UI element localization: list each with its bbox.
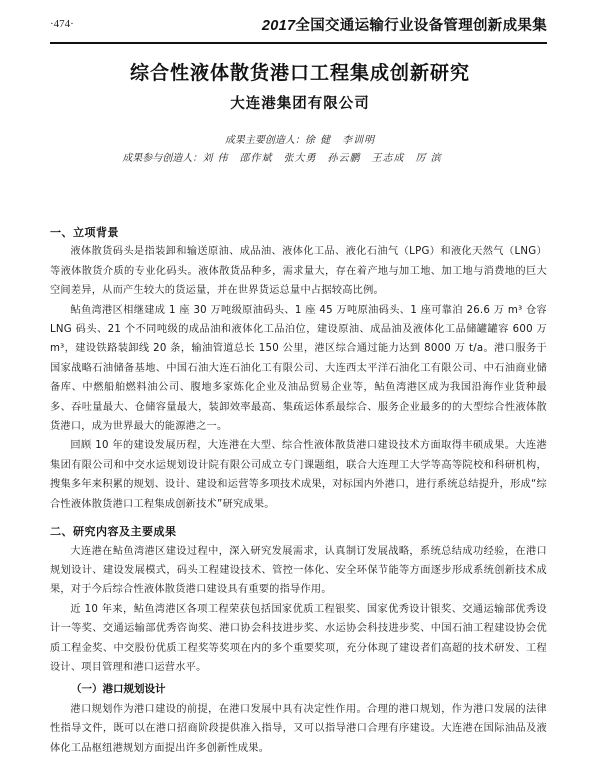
book-title-text: 全国交通运输行业设备管理创新成果集 [295,18,547,34]
article-title: 综合性液体散货港口工程集成创新研究 [129,62,470,84]
page-number: ·474· [50,18,74,30]
paragraph: 液体散货码头是指装卸和输送原油、成品油、液体化工品、液化石油气（LPG）和液化天然气（LNG）等液体散货介质的专业化码头。液体散货品种多，需求量大，存在着产地与加工地、加工地与消费地的巨大空间差异，从而产生较大的货运量，并在世界货运总量中占据较高比例。 [50,246,547,297]
section-heading-background: 一、立项背景 [50,226,119,239]
header-divider [50,42,547,44]
paragraph: 近 10 年来，鲇鱼湾港区各项工程荣获包括国家优质工程银奖、国家优秀设计银奖、交通运输部优秀设计一等奖、交通运输部优秀咨询奖、港口协会科技进步奖、水运协会科技进步奖、中国石油工程建设协会优质工程金奖、中交股份优质工程奖等奖项在内的多个重要奖项，充分体现了建设者们高超的技术研发、工程设计、项目管理和港口运营水平。 [50,603,547,673]
paragraph: 港口规划作为港口建设的前提，在港口发展中具有决定性作用。合理的港口规划，作为港口发展的法律性指导文件，既可以在港口招商阶段提供准入指导，又可以指导港口合理有序建设。大连港在国际油品及液体化工品枢纽港规划方面提出许多创新性成果。 [50,703,547,754]
running-header [50,14,547,34]
main-creators-label: 成果主要创造人： [224,135,305,146]
paragraph: 回顾 10 年的建设发展历程，大连港在大型、综合性液体散货港口建设技术方面取得丰硕成果。大连港集团有限公司和中交水运规划设计院有限公司成立专门课题组，联合大连理工大学等高等院校和科研机构，搜集多年来积累的规划、设计、建设和运营等多项技术成果，对标国内外港口，进行系统总结提升，形成“综合性液体散货港口工程集成创新技术”研究成果。 [50,440,547,510]
section-heading-research: 二、研究内容及主要成果 [50,525,177,539]
organization-name: 大连港集团有限公司 [230,96,370,112]
paragraph: 大连港在鲇鱼湾港区建设过程中，深入研究发展需求，认真制订发展战略，系统总结成功经验，在港口规划设计、建设发展模式，码头工程建设技术、管控一体化、安全环保节能等方面逐步形成系统创新技术成果，对于今后综合性液体散货港口建设具有重要的指导作用。 [50,545,547,596]
contributors-line [0,149,582,164]
book-title-year: 2017 [261,18,296,34]
paragraph: 鲇鱼湾港区相继建成 1 座 30 万吨级原油码头、1 座 45 万吨原油码头、1 座可靠泊 26.6 万 m³ 仓容 LNG 码头、21 个不同吨级的成品油和液体化工品泊位，建设原油、成品油及液体化工品储罐罐容 600 万 m³，建设铁路装卸线 20 条，输油管道总长 150 公里，港区综合通过能力达到 8000 万 t/a。港口服务于国家战略石油储备基地、中国石油大连石油化工有限公司、大连西太平洋石油化工有限公司、中石油商业储备库、中燃船舶燃料油公司、腹地多家炼化企业及油品贸易企业等，鲇鱼湾港区成为我国沿海作业货种最多、吞吐量最大、仓储容量最大，装卸效率最高、集疏运体系最综合、服务企业最多的的大型综合性液体散货港口，成为世界最大的能源港之一。 [50,304,547,433]
main-creators-names: 徐 健 李训明 [304,135,376,146]
book-title [262,14,547,35]
contributors-label: 成果参与创造人： [122,153,203,164]
main-creators-line [0,131,600,146]
contributors-names: 刘 伟 邵作斌 张大勇 孙云鹏 王志成 厉 滨 [202,153,442,164]
subsection-heading-port-planning: （一）港口规划设计 [71,683,166,696]
article-body [50,223,547,758]
